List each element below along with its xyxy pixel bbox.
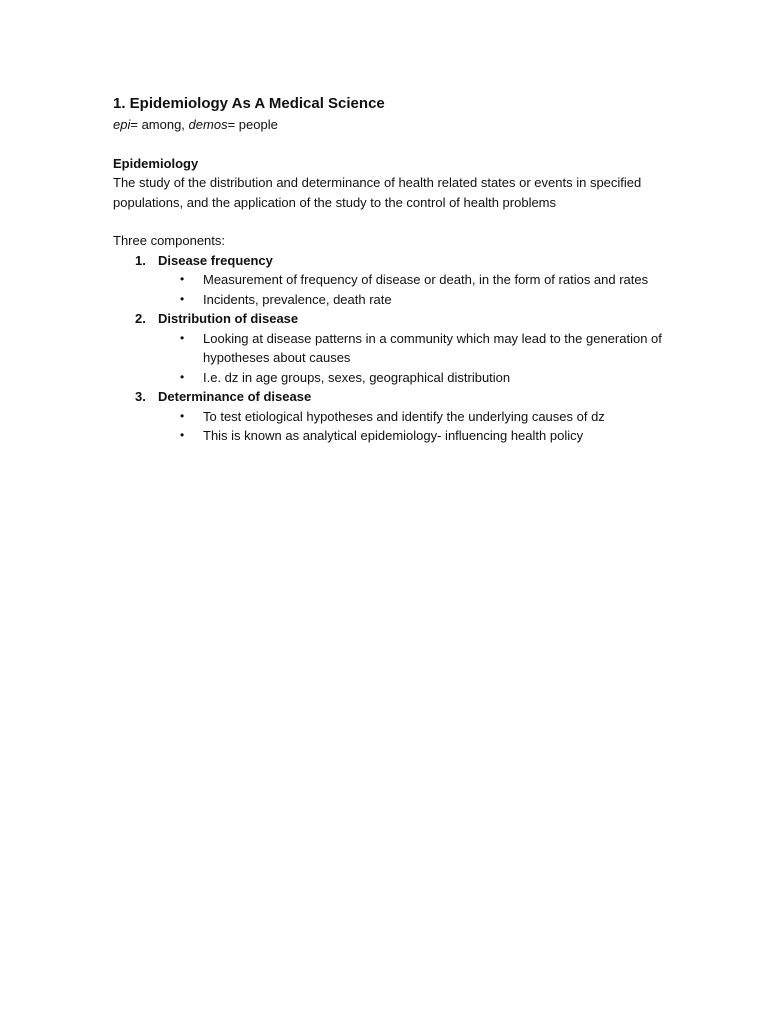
component-bullets — [158, 329, 673, 388]
etymology-meaning-epi: = among, — [130, 117, 189, 132]
component-bullets — [158, 270, 673, 309]
bullet-text: This is known as analytical epidemiology- influencing health policy — [203, 428, 584, 443]
bullet-item — [158, 290, 673, 310]
bullet-text: I.e. dz in age groups, sexes, geographical distribution — [203, 369, 511, 385]
document-page — [113, 94, 673, 446]
component-item-distribution-of-disease — [113, 309, 673, 387]
components-list — [113, 251, 673, 446]
component-number: 3. — [135, 389, 146, 404]
component-item-determinance-of-disease — [113, 387, 673, 446]
bullet-item — [158, 407, 673, 427]
component-item-disease-frequency — [113, 251, 673, 310]
bullet-item — [158, 329, 673, 368]
bullet-icon: • — [180, 291, 185, 306]
bullet-icon: • — [180, 330, 185, 345]
bullet-icon: • — [180, 428, 185, 442]
component-label: Distribution of disease — [158, 311, 299, 326]
etymology-term-demos: demos — [188, 117, 228, 132]
definition-heading: Epidemiology — [113, 155, 199, 171]
bullet-icon: • — [180, 369, 185, 384]
bullet-text: Measurement of frequency of disease or death, in the form of ratios and rates — [203, 272, 649, 287]
bullet-item — [158, 426, 673, 446]
component-bullets — [158, 407, 673, 446]
bullet-icon: • — [180, 272, 185, 286]
bullet-icon: • — [180, 408, 185, 423]
bullet-item — [158, 368, 673, 388]
bullet-text: Incidents, prevalence, death rate — [203, 291, 392, 307]
definition-text: The study of the distribution and determinance of health related states or events in specified populations, and the application of the study to the control of health problems — [113, 175, 642, 210]
bullet-item — [158, 270, 673, 290]
etymology-line — [113, 115, 673, 135]
etymology-meaning-demos: = people — [227, 117, 278, 132]
component-label: Determinance of disease — [158, 389, 312, 404]
component-number: 2. — [135, 311, 146, 326]
bullet-text: To test etiological hypotheses and identify the underlying causes of dz — [203, 408, 605, 424]
document-title: 1. Epidemiology As A Medical Science — [113, 95, 385, 112]
component-label: Disease frequency — [158, 252, 273, 268]
component-number: 1. — [135, 252, 146, 268]
components-intro: Three components: — [113, 233, 226, 248]
etymology-term-epi: epi — [113, 117, 131, 132]
bullet-text: Looking at disease patterns in a community which may lead to the generation of hypotheses about causes — [203, 330, 662, 365]
